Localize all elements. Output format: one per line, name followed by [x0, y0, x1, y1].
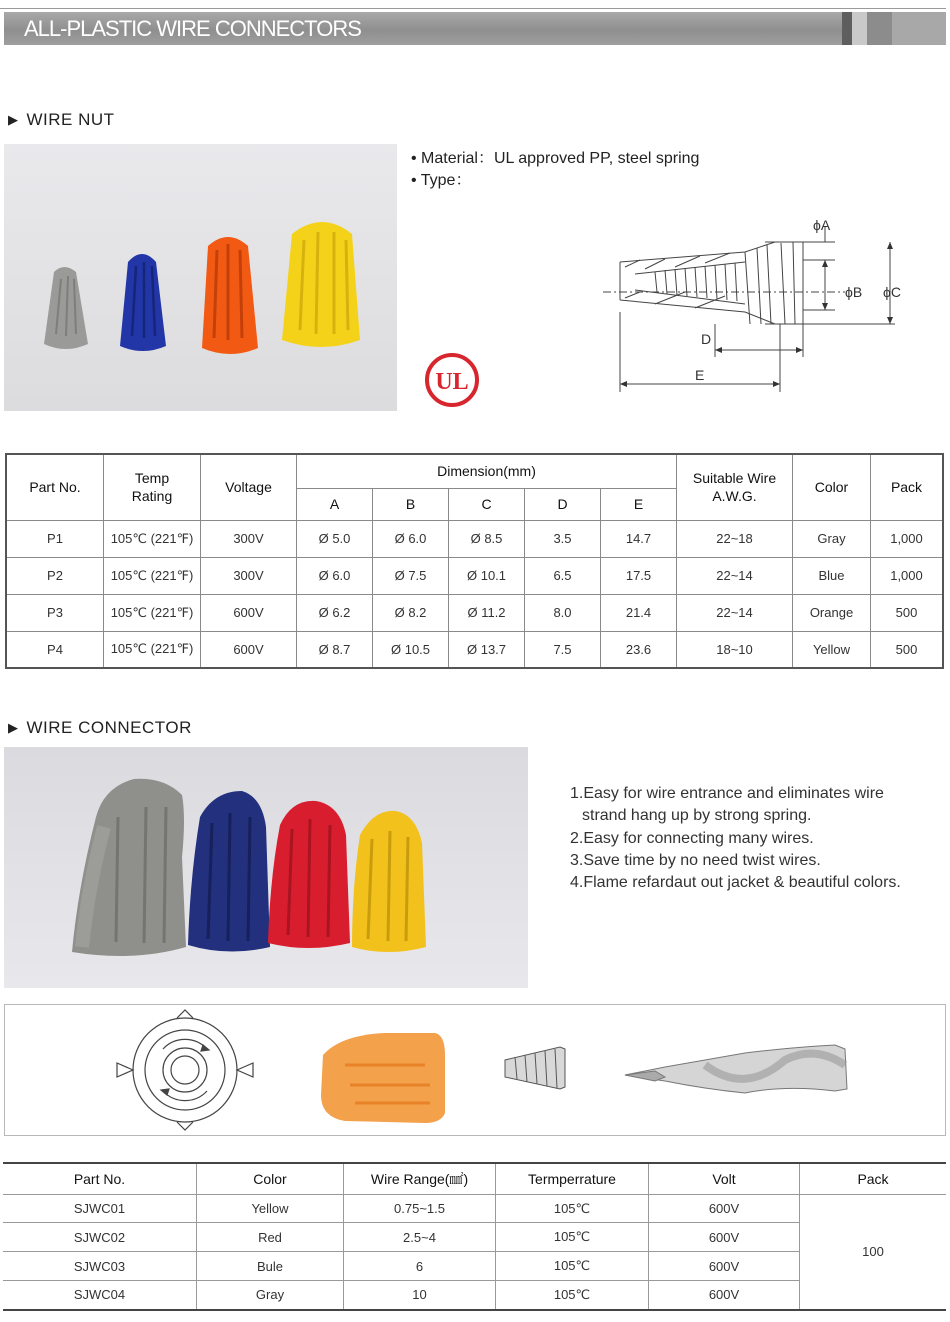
header-dim-c: C: [449, 488, 525, 520]
cell-temp: 105℃: [496, 1252, 649, 1281]
cell-dim-b: Ø 8.2: [373, 594, 449, 631]
header-voltage: Voltage: [201, 454, 297, 520]
cell-color: Gray: [197, 1281, 344, 1310]
cell-voltage: 300V: [201, 520, 297, 557]
header-volt: Volt: [649, 1163, 800, 1195]
connector-top-view-icon: [117, 1010, 253, 1130]
header-pack: Pack: [871, 454, 944, 520]
cell-part: SJWC01: [3, 1195, 197, 1223]
cell-dim-a: Ø 8.7: [297, 631, 373, 668]
wire-connector-illustration: [4, 747, 528, 988]
cell-volt: 600V: [649, 1281, 800, 1310]
wire-connector-section-heading: [8, 718, 192, 738]
wire-connector-photo: [4, 747, 528, 988]
title-accent-mid: [867, 12, 892, 45]
cell-temp: 105℃: [496, 1223, 649, 1252]
svg-text:ϕC: ϕC: [883, 284, 901, 300]
cell-dim-c: Ø 13.7: [449, 631, 525, 668]
cell-dim-b: Ø 6.0: [373, 520, 449, 557]
triangle-bullet-icon: ▶: [8, 112, 19, 127]
cell-dim-c: Ø 10.1: [449, 557, 525, 594]
title-accent-light: [852, 12, 867, 45]
header-color: Color: [197, 1163, 344, 1195]
table-row: [6, 520, 943, 557]
header-dim-d: D: [525, 488, 601, 520]
cell-dim-d: 6.5: [525, 557, 601, 594]
header-temp-rating: Temp Rating: [104, 454, 201, 520]
cell-color: Yellow: [197, 1195, 344, 1223]
blue-wire-connector-icon: [188, 791, 270, 952]
material-spec: • Material：UL approved PP, steel spring: [411, 150, 700, 167]
page-title: ALL-PLASTIC WIRE CONNECTORS: [24, 16, 361, 41]
cell-temp: 105℃ (221℉): [104, 557, 201, 594]
header-rule: [0, 8, 946, 9]
cell-wire: 22~14: [677, 594, 793, 631]
table-row: [3, 1195, 946, 1223]
feature-1-continued: strand hang up by strong spring.: [582, 807, 812, 825]
cell-dim-d: 7.5: [525, 631, 601, 668]
svg-text:ϕA: ϕA: [813, 217, 831, 233]
cell-part: SJWC02: [3, 1223, 197, 1252]
cell-part: SJWC04: [3, 1281, 197, 1310]
cell-volt: 600V: [649, 1223, 800, 1252]
cell-range: 2.5~4: [344, 1223, 496, 1252]
twisted-wires-icon: [625, 1045, 847, 1093]
table-row: [6, 557, 943, 594]
cell-temp: 105℃ (221℉): [104, 594, 201, 631]
svg-text:E: E: [695, 367, 705, 383]
cell-part: P1: [6, 520, 104, 557]
wire-nut-spec-list: [411, 148, 699, 192]
cell-temp: 105℃ (221℉): [104, 631, 201, 668]
cell-range: 6: [344, 1252, 496, 1281]
header-color: Color: [793, 454, 871, 520]
cell-wire: 22~14: [677, 557, 793, 594]
header-dim-b: B: [373, 488, 449, 520]
cell-range: 0.75~1.5: [344, 1195, 496, 1223]
cell-dim-d: 3.5: [525, 520, 601, 557]
header-temperature: Termperrature: [496, 1163, 649, 1195]
type-spec: • Type：: [411, 172, 472, 189]
cell-dim-e: 14.7: [601, 520, 677, 557]
feature-2: 2.Easy for connecting many wires.: [570, 829, 814, 847]
svg-text:ϕB: ϕB: [845, 284, 863, 300]
wire-nut-illustration: [4, 144, 397, 411]
cell-dim-d: 8.0: [525, 594, 601, 631]
header-dim-a: A: [297, 488, 373, 520]
cell-temp: 105℃ (221℉): [104, 520, 201, 557]
svg-text:D: D: [701, 331, 712, 347]
svg-text:UL: UL: [435, 369, 469, 395]
header-dimension: Dimension(mm): [297, 454, 677, 488]
cell-color: Blue: [793, 557, 871, 594]
feature-4: 4.Flame refardaut out jacket & beautiful colors.: [570, 874, 901, 892]
ul-certification-logo: [424, 352, 480, 408]
header-dim-e: E: [601, 488, 677, 520]
wire-nut-spec-table: [5, 453, 944, 669]
header-part-no: Part No.: [6, 454, 104, 520]
yellow-wire-connector-icon: [352, 811, 426, 952]
cell-wire: 22~18: [677, 520, 793, 557]
cell-part: SJWC03: [3, 1252, 197, 1281]
tapered-spring-icon: [505, 1047, 565, 1089]
cell-color: Gray: [793, 520, 871, 557]
orange-connector-side-icon: [321, 1033, 445, 1123]
cell-color: Orange: [793, 594, 871, 631]
title-banner: [4, 12, 842, 45]
wire-connector-section-title: WIRE CONNECTOR: [26, 718, 192, 737]
feature-3: 3.Save time by no need twist wires.: [570, 851, 821, 869]
cell-part: P3: [6, 594, 104, 631]
cell-dim-b: Ø 7.5: [373, 557, 449, 594]
cell-volt: 600V: [649, 1252, 800, 1281]
cell-temp: 105℃: [496, 1281, 649, 1310]
cell-dim-c: Ø 8.5: [449, 520, 525, 557]
yellow-wire-nut-icon: [282, 222, 360, 347]
cell-pack: 500: [871, 594, 944, 631]
cell-part: P4: [6, 631, 104, 668]
title-accent-end: [892, 12, 946, 45]
gray-wire-nut-icon: [44, 267, 88, 349]
cell-range: 10: [344, 1281, 496, 1310]
header-suitable-wire: Suitable Wire A.W.G.: [677, 454, 793, 520]
gray-wire-connector-icon: [72, 779, 186, 956]
header-pack: Pack: [800, 1163, 947, 1195]
cell-part: P2: [6, 557, 104, 594]
cell-dim-a: Ø 5.0: [297, 520, 373, 557]
connector-usage-strip: [4, 1004, 946, 1136]
header-part-no: Part No.: [3, 1163, 197, 1195]
cell-wire: 18~10: [677, 631, 793, 668]
wire-nut-photo: [4, 144, 397, 411]
table-row: [6, 631, 943, 668]
cell-dim-e: 21.4: [601, 594, 677, 631]
cell-color: Bule: [197, 1252, 344, 1281]
cell-color: Red: [197, 1223, 344, 1252]
wire-connector-spec-table: [3, 1162, 946, 1311]
cell-pack: 500: [871, 631, 944, 668]
cell-dim-a: Ø 6.0: [297, 557, 373, 594]
cell-pack: 1,000: [871, 520, 944, 557]
cell-volt: 600V: [649, 1195, 800, 1223]
cell-dim-e: 23.6: [601, 631, 677, 668]
table-row: [6, 594, 943, 631]
cell-dim-c: Ø 11.2: [449, 594, 525, 631]
wire-connector-features: [570, 783, 901, 894]
blue-wire-nut-icon: [120, 254, 166, 351]
feature-1: 1.Easy for wire entrance and eliminates wire: [570, 785, 884, 802]
wire-nut-section-title: WIRE NUT: [26, 110, 115, 129]
cell-voltage: 600V: [201, 631, 297, 668]
wire-nut-dimension-drawing: [595, 212, 925, 402]
red-wire-connector-icon: [268, 801, 350, 948]
triangle-bullet-icon: ▶: [8, 720, 19, 735]
cell-voltage: 300V: [201, 557, 297, 594]
cell-dim-e: 17.5: [601, 557, 677, 594]
header-wire-range: Wire Range(㎟): [344, 1163, 496, 1195]
cell-dim-a: Ø 6.2: [297, 594, 373, 631]
cell-color: Yellow: [793, 631, 871, 668]
title-accent-dark: [842, 12, 852, 45]
cell-voltage: 600V: [201, 594, 297, 631]
orange-wire-nut-icon: [202, 237, 258, 354]
cell-pack: 100: [800, 1195, 947, 1310]
cell-pack: 1,000: [871, 557, 944, 594]
wire-nut-section-heading: [8, 110, 115, 130]
cell-temp: 105℃: [496, 1195, 649, 1223]
cell-dim-b: Ø 10.5: [373, 631, 449, 668]
